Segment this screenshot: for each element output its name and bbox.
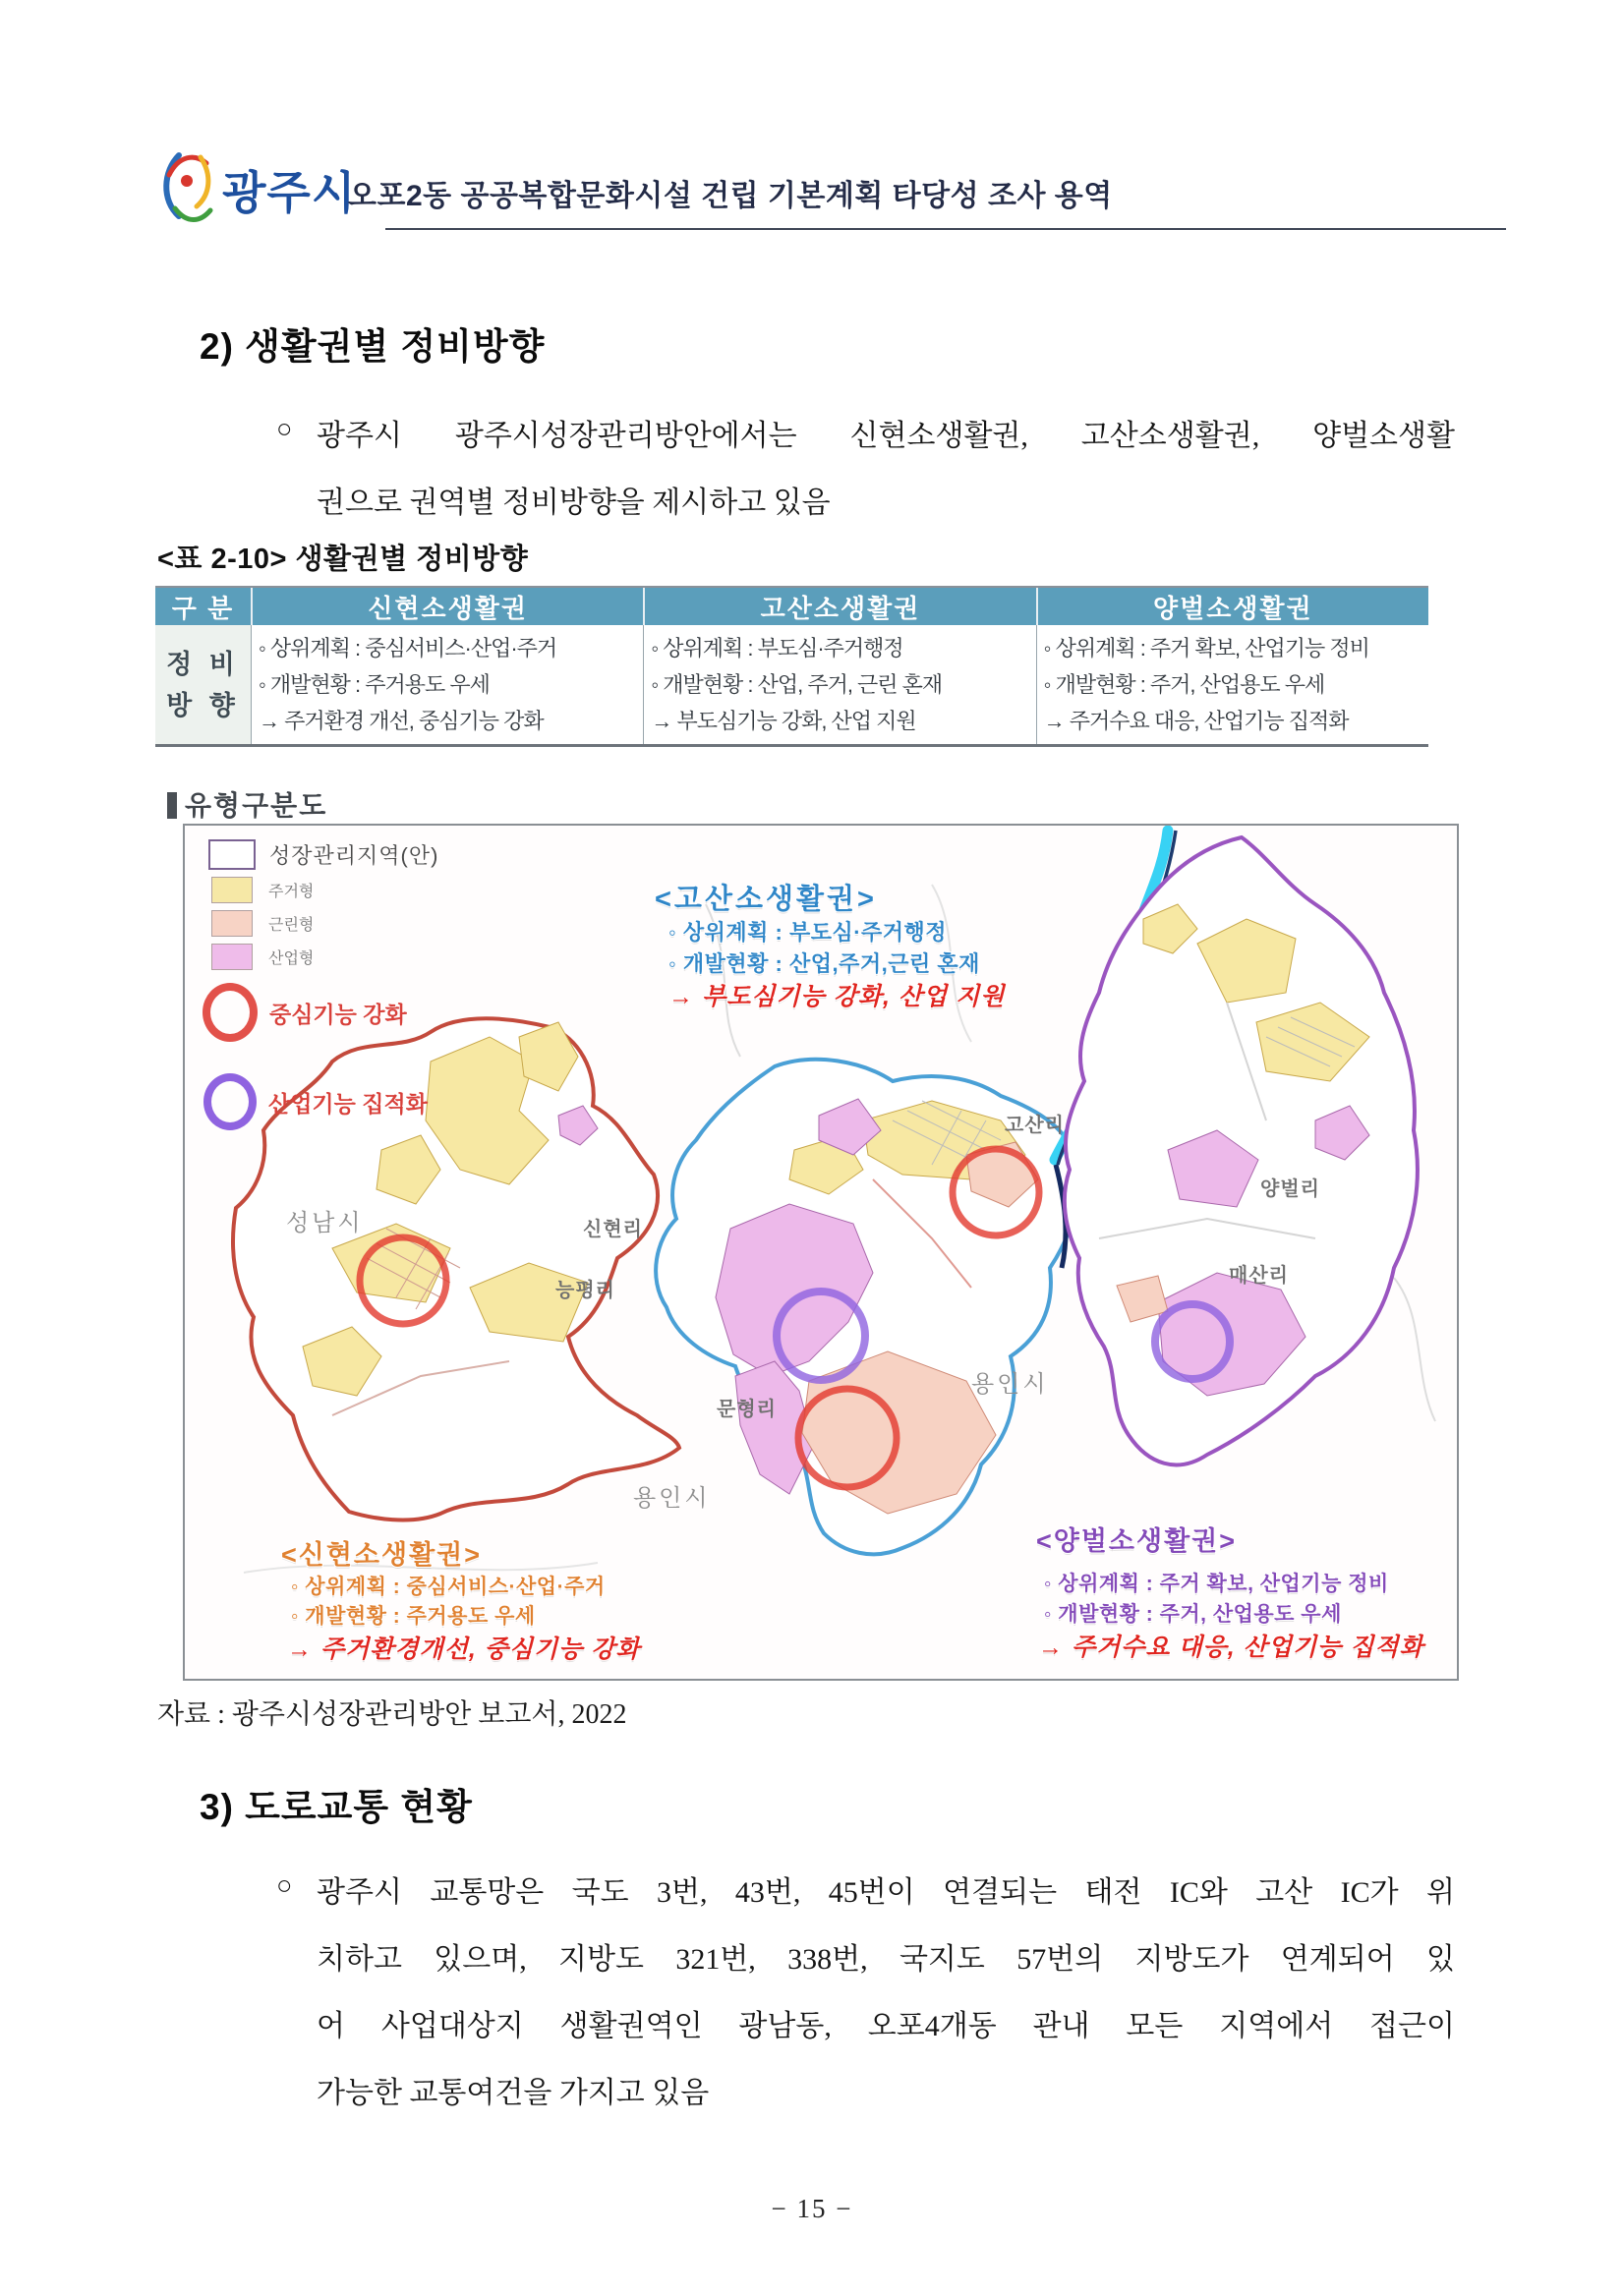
cell-line: → 부도심기능 강화, 산업 지원 xyxy=(651,709,916,733)
map-section-label xyxy=(167,784,327,824)
legend-ring-red xyxy=(203,983,407,1042)
residential-label: 주거형 xyxy=(268,884,315,900)
legend-area-label: 성장관리지역(안) xyxy=(269,843,439,868)
village-label-yangbeol-ri: 양벌리 xyxy=(1260,1178,1320,1200)
annotation-sinhyeon-line2: ◦ 개발현황 : 주거용도 우세 xyxy=(291,1605,536,1628)
annotation-sinhyeon-line1: ◦ 상위계획 : 중심서비스·산업·주거 xyxy=(291,1576,606,1598)
annotation-sinhyeon-arrow: → 주거환경개선, 중심기능 강화 xyxy=(287,1636,641,1663)
purple-ring-icon xyxy=(203,1073,257,1130)
village-label-munhyeong-ri: 문형리 xyxy=(717,1399,777,1420)
table-body-row xyxy=(155,625,1428,744)
table-header-row xyxy=(155,588,1428,625)
legend-growth-management-area xyxy=(208,839,438,870)
red-ring-icon xyxy=(203,983,258,1042)
ring-red-label: 중심기능 강화 xyxy=(269,1001,407,1027)
page-number: − 15 − xyxy=(771,2194,853,2223)
living-area-paragraph-line2: 권으로 권역별 정비방향을 제시하고 있음 xyxy=(317,487,831,519)
table-cell-sinhyeon xyxy=(252,625,644,744)
table-header-gosan: 고산소생활권 xyxy=(645,588,1037,625)
cell-line: → 주거수요 대응, 산업기능 집적화 xyxy=(1043,709,1349,733)
annotation-sinhyeon-title: <신현소생활권> xyxy=(281,1540,483,1570)
annotation-gosan-title: <고산소생활권> xyxy=(655,884,877,915)
legend-ring-purple xyxy=(203,1073,428,1130)
road-paragraph-line2: 치하고 있으며, 지방도 321번, 338번, 국지도 57번의 지방도가 연계되어 있 xyxy=(317,1943,1455,1976)
header-divider xyxy=(385,228,1506,230)
village-label-gosan-ri: 고산리 xyxy=(1005,1115,1065,1136)
annotation-yangbeol-line1: ◦ 상위계획 : 주거 확보, 산업기능 정비 xyxy=(1044,1573,1389,1595)
table-header-sinhyeon: 신현소생활권 xyxy=(253,588,645,625)
village-label-maesan-ri: 매산리 xyxy=(1229,1265,1289,1287)
ring-purple-label: 산업기능 집적화 xyxy=(268,1090,428,1117)
legend-item-industrial xyxy=(211,944,314,970)
neighborhood-swatch xyxy=(211,910,253,937)
table-header-yangbeol: 양벌소생활권 xyxy=(1152,593,1313,623)
road-paragraph-line1: 광주시 교통망은 국도 3번, 43번, 45번이 연결되는 태전 IC와 고산 IC가 위 xyxy=(317,1876,1455,1909)
cell-line: ◦ 개발현황 : 주거용도 우세 xyxy=(259,672,490,697)
living-area-paragraph-line1: 광주시 광주시성장관리방안에서는 신현소생활권, 고산소생활권, 양벌소생활 xyxy=(317,420,1455,452)
residential-swatch xyxy=(211,877,253,903)
city-label-seongnam: 성남시 xyxy=(286,1210,364,1236)
cell-line: → 주거환경 개선, 중심기능 강화 xyxy=(259,709,544,733)
legend-outline-swatch xyxy=(208,839,256,870)
row-header-line2: 방 향 xyxy=(166,690,240,720)
table-header-category: 구 분 xyxy=(155,588,253,625)
village-label-sinhyeon-ri: 신현리 xyxy=(583,1219,643,1240)
living-area-table xyxy=(155,586,1428,747)
road-paragraph-line4: 가능한 교통여건을 가지고 있음 xyxy=(317,2077,710,2109)
annotation-gosan-line1: ◦ 상위계획 : 부도심·주거행정 xyxy=(668,920,948,945)
section-heading-living-area: 2) 생활권별 정비방향 xyxy=(200,326,546,367)
bullet-marker: ○ xyxy=(276,414,293,443)
neighborhood-label: 근린형 xyxy=(268,917,315,934)
annotation-yangbeol-title: <양벌소생활권> xyxy=(1036,1526,1238,1556)
cell-line: ◦ 상위계획 : 부도심·주거행정 xyxy=(651,636,903,660)
cell-line: ◦ 상위계획 : 중심서비스·산업·주거 xyxy=(259,636,557,660)
industrial-label: 산업형 xyxy=(268,950,315,967)
cell-line: ◦ 개발현황 : 산업, 주거, 근린 혼재 xyxy=(651,672,943,697)
annotation-gosan-arrow: → 부도심기능 강화, 산업 지원 xyxy=(668,983,1006,1010)
legend-item-residential xyxy=(211,877,314,903)
city-label-yongin-west: 용인시 xyxy=(633,1485,711,1512)
map-section-label-text: 유형구분도 xyxy=(185,790,328,821)
legend-item-neighborhood xyxy=(211,910,314,937)
annotation-yangbeol-line2: ◦ 개발현황 : 주거, 산업용도 우세 xyxy=(1044,1603,1342,1626)
type-classification-map xyxy=(183,824,1459,1681)
annotation-gosan-line2: ◦ 개발현황 : 산업,주거,근린 혼재 xyxy=(668,951,980,976)
table-cell-gosan xyxy=(644,625,1036,744)
village-label-neungpyeong-ri: 능평리 xyxy=(555,1280,615,1301)
city-label-yongin-east: 용인시 xyxy=(971,1371,1049,1398)
table-cell-yangbeol xyxy=(1037,625,1428,744)
table-row-header xyxy=(155,625,252,744)
road-paragraph-line3: 어 사업대상지 생활권역인 광남동, 오포4개동 관내 모든 지역에서 접근이 xyxy=(317,2010,1455,2042)
section-heading-road-traffic: 3) 도로교통 현황 xyxy=(200,1787,473,1827)
cell-line: ◦ 개발현황 : 주거, 산업용도 우세 xyxy=(1043,672,1325,697)
cell-line: ◦ 상위계획 : 주거 확보, 산업기능 정비 xyxy=(1043,636,1369,660)
gwangju-city-logo-icon xyxy=(153,145,214,228)
row-header-line1: 정 비 xyxy=(166,649,240,679)
annotation-yangbeol-arrow: → 주거수요 대응, 산업기능 집적화 xyxy=(1038,1634,1424,1661)
document-header-title: 오포2동 공공복합문화시설 건립 기본계획 타당성 조사 용역 xyxy=(348,180,1113,212)
map-source-citation: 자료 : 광주시성장관리방안 보고서, 2022 xyxy=(157,1699,627,1730)
industrial-swatch xyxy=(211,944,253,970)
label-bar-icon xyxy=(167,792,177,819)
bullet-marker: ○ xyxy=(276,1870,293,1900)
table-caption: <표 2-10> 생활권별 정비방향 xyxy=(157,544,529,575)
logo-city-name: 광주시 xyxy=(222,167,357,218)
